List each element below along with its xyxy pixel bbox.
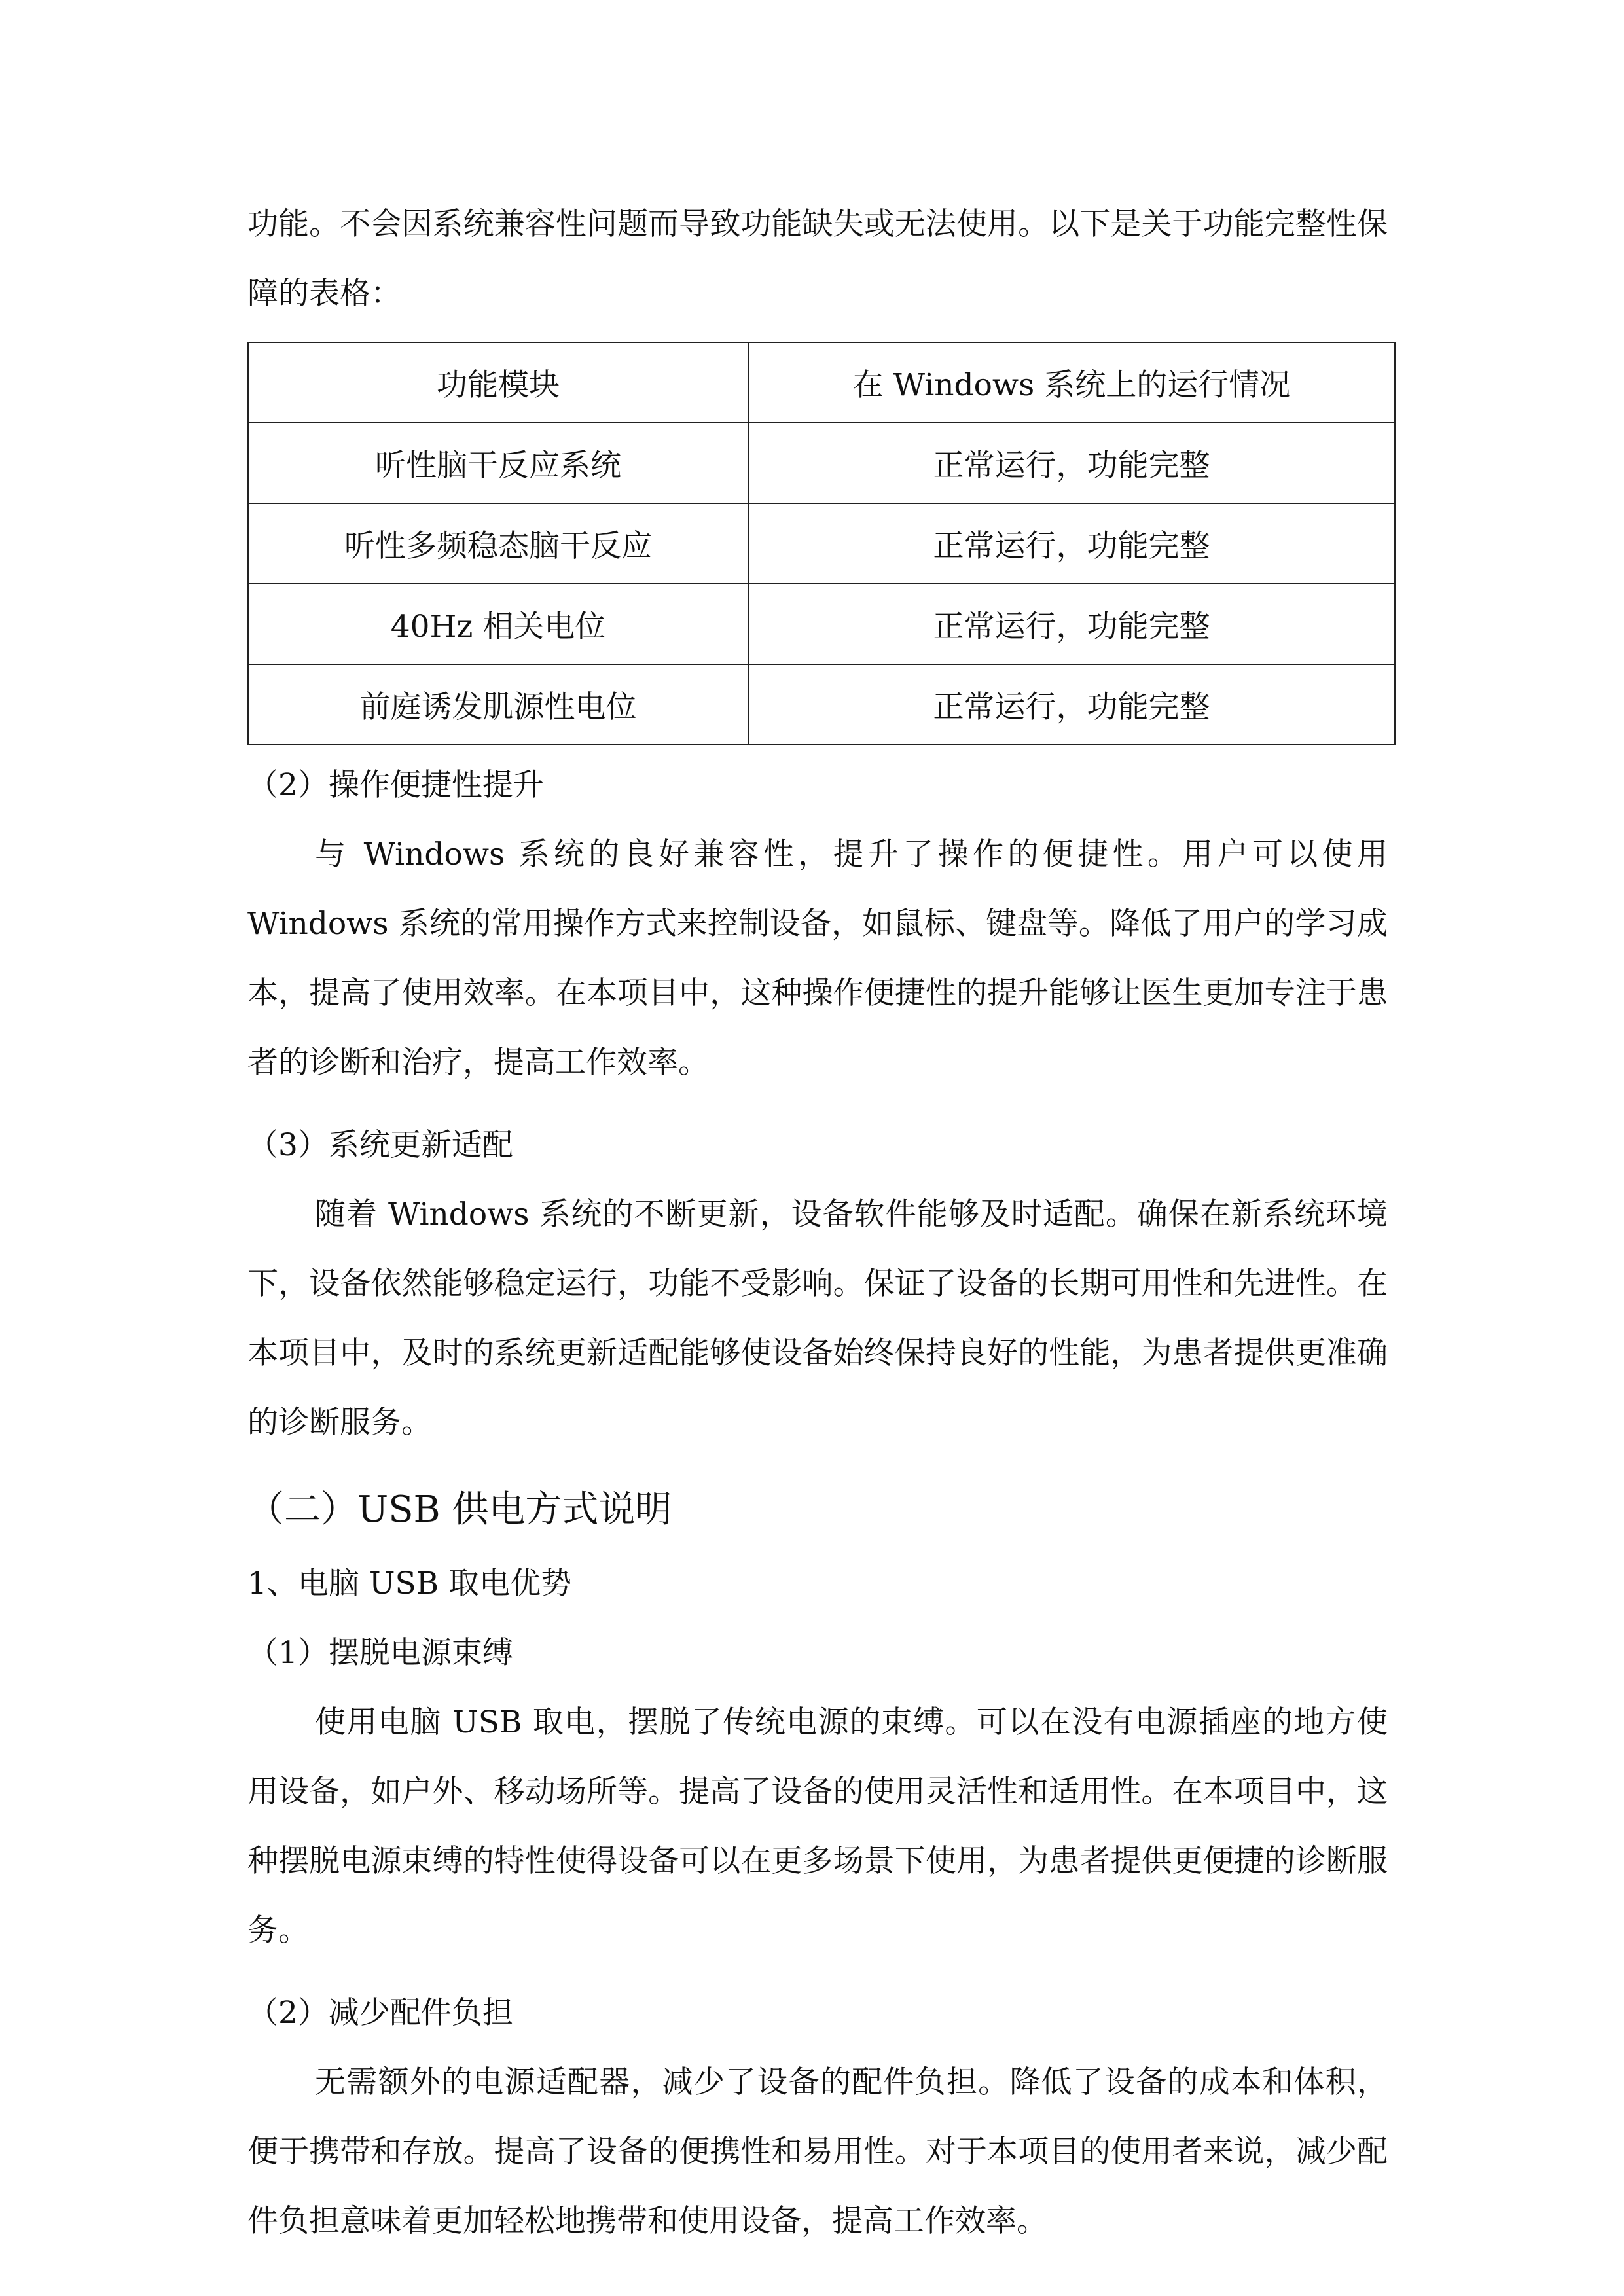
section-title: （二）USB 供电方式说明 [247, 1488, 672, 1531]
table-header-cell: 在 Windows 系统上的运行情况 [748, 342, 1395, 423]
p2-heading: （2）减少配件负担 [247, 1995, 513, 2031]
table-cell-module: 前庭诱发肌源性电位 [248, 664, 748, 745]
subsection-title: 1、电脑 USB 取电优势 [247, 1566, 572, 1602]
table-cell-status: 正常运行，功能完整 [748, 423, 1395, 503]
p2-body: 无需额外的电源适配器，减少了设备的配件负担。降低了设备的成本和体积，便于携带和存放。提高了设备的便携性和易用性。对于本项目的使用者来说，减少配件负担意味着更加轻松地携带和使用设备，提高工作效率。 [247, 2064, 1388, 2239]
table-cell-module: 40Hz 相关电位 [248, 584, 748, 664]
document-page [247, 190, 1388, 2256]
table-row [248, 423, 1395, 503]
table-header-row [248, 342, 1395, 423]
p1-heading: （1）摆脱电源束缚 [247, 1635, 513, 1671]
table-header-cell: 功能模块 [248, 342, 748, 423]
table-cell-status: 正常运行，功能完整 [748, 584, 1395, 664]
s2-heading: （2）操作便捷性提升 [247, 767, 544, 803]
table-row [248, 584, 1395, 664]
s3-heading: （3）系统更新适配 [247, 1127, 513, 1163]
table-row [248, 664, 1395, 745]
p1-body: 使用电脑 USB 取电，摆脱了传统电源的束缚。可以在没有电源插座的地方使用设备，如户外、移动场所等。提高了设备的使用灵活性和适用性。在本项目中，这种摆脱电源束缚的特性使得设备可以在更多场景下使用，为患者提供更便捷的诊断服务。 [247, 1704, 1388, 1948]
intro-paragraph: 功能。不会因系统兼容性问题而导致功能缺失或无法使用。以下是关于功能完整性保障的表格： [247, 206, 1388, 312]
table-cell-status: 正常运行，功能完整 [748, 664, 1395, 745]
compatibility-table [247, 342, 1396, 745]
s2-body: 与 Windows 系统的良好兼容性，提升了操作的便捷性。用户可以使用 Windows 系统的常用操作方式来控制设备，如鼠标、键盘等。降低了用户的学习成本，提高了使用效率。在本项目中，这种操作便捷性的提升能够让医生更加专注于患者的诊断和治疗，提高工作效率。 [247, 836, 1388, 1081]
table-cell-module: 听性脑干反应系统 [248, 423, 748, 503]
table-row [248, 503, 1395, 584]
table-cell-module: 听性多频稳态脑干反应 [248, 503, 748, 584]
s3-body: 随着 Windows 系统的不断更新，设备软件能够及时适配。确保在新系统环境下，设备依然能够稳定运行，功能不受影响。保证了设备的长期可用性和先进性。在本项目中，及时的系统更新适配能够使设备始终保持良好的性能，为患者提供更准确的诊断服务。 [247, 1196, 1388, 1441]
table-cell-status: 正常运行，功能完整 [748, 503, 1395, 584]
